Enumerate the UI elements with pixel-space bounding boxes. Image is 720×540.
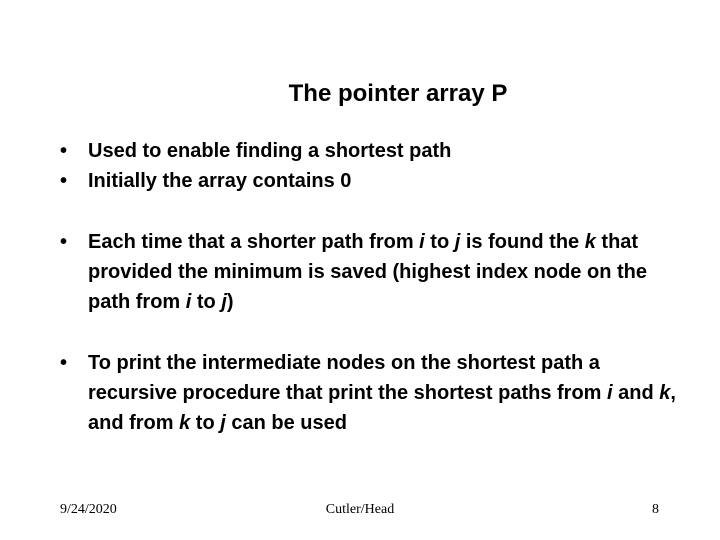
- bullet-text: [88, 352, 676, 434]
- bullet-item: [60, 136, 680, 166]
- text-run: ): [226, 291, 234, 313]
- variable-i: i: [419, 231, 425, 253]
- variable-i: i: [185, 291, 192, 313]
- bullet-item: [60, 166, 680, 196]
- text-run: to: [424, 231, 455, 253]
- text-run: is found the: [460, 231, 585, 253]
- text-run: that provided the minimum is saved (highest index node on the path from: [88, 231, 647, 313]
- bullet-text: [88, 231, 647, 313]
- bullet-text: Used to enable finding a shortest path: [88, 140, 452, 162]
- variable-i: i: [607, 382, 613, 404]
- variable-j: j: [221, 291, 227, 313]
- text-run: , and from: [88, 382, 676, 434]
- text-run: To print the intermediate nodes on the shortest path a recursive procedure that print the shortest paths from: [88, 352, 607, 404]
- text-run: can be used: [225, 412, 347, 434]
- slide-title-text: The pointer array P: [288, 80, 508, 107]
- variable-k: k: [584, 231, 596, 253]
- slide-title: [0, 80, 720, 108]
- variable-k: k: [659, 382, 671, 404]
- footer-page-number: 8: [652, 502, 659, 517]
- bullet-marker: •: [60, 140, 68, 162]
- bullet-marker: •: [60, 231, 68, 253]
- bullet-marker: •: [60, 352, 68, 374]
- bullet-item: [60, 227, 680, 317]
- text-run: Each time that a shorter path from: [88, 231, 420, 253]
- footer-author: Cutler/Head: [325, 502, 395, 517]
- text-run: to: [191, 291, 222, 313]
- variable-k: k: [179, 412, 191, 434]
- text-run: and: [612, 382, 660, 404]
- bullet-list: [60, 136, 680, 438]
- text-run: to: [190, 412, 221, 434]
- variable-j: j: [454, 231, 461, 253]
- variable-j: j: [220, 412, 226, 434]
- bullet-text: Initially the array contains 0: [88, 170, 352, 192]
- bullet-marker: •: [60, 170, 68, 192]
- footer-date: 9/24/2020: [60, 502, 117, 517]
- bullet-item: [60, 348, 680, 438]
